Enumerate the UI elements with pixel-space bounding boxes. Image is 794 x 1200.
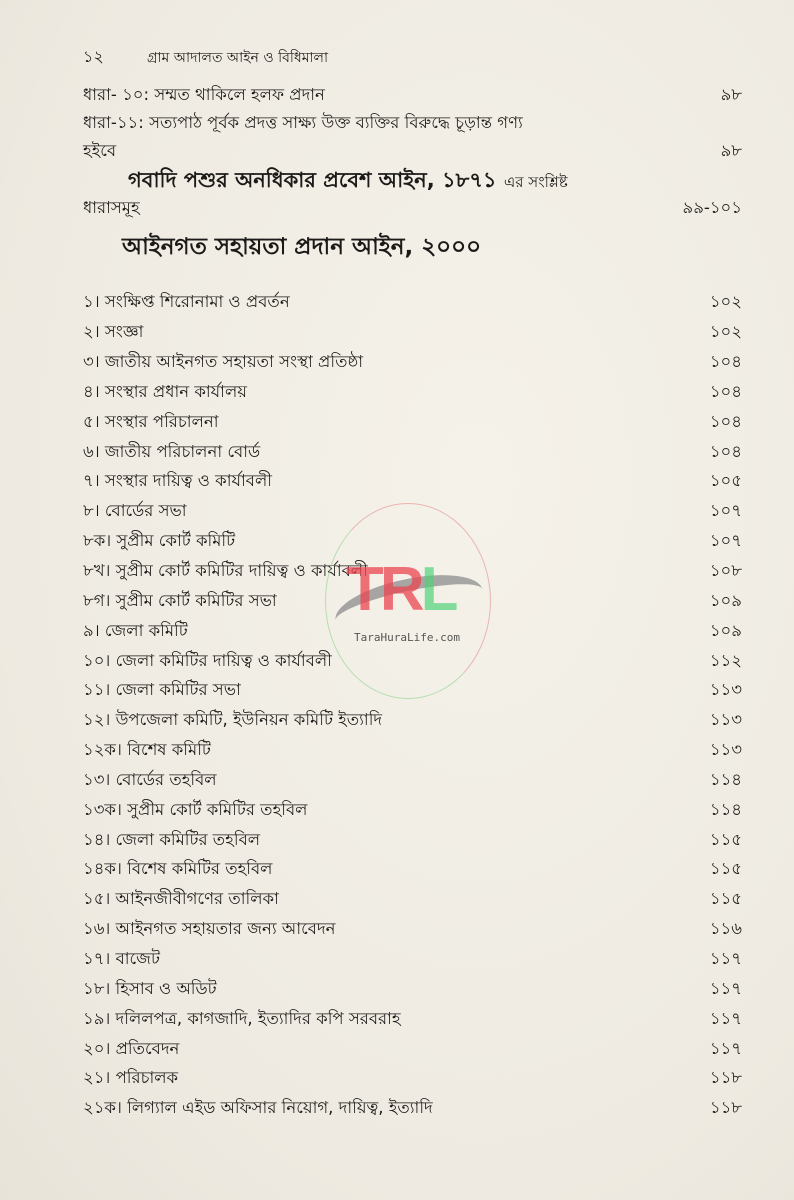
entry-label: ১৬। আইনগত সহায়তার জন্য আবেদন: [83, 919, 336, 939]
entry-label: ১৮। হিসাব ও অডিট: [83, 978, 217, 998]
toc-entry: [83, 1004, 742, 1034]
entry-label: ১৯। দলিলপত্র, কাগজাদি, ইত্যাদির কপি সরবরাহ: [83, 1008, 401, 1028]
entry-page: ১০৯: [709, 620, 742, 640]
entry-label: ২০। প্রতিবেদন: [83, 1038, 180, 1058]
entry-page: ১১২: [709, 650, 742, 670]
toc-entry: [83, 378, 742, 408]
entry-page: ১১৫: [709, 829, 742, 849]
entry-page: ১১৮: [709, 1068, 742, 1088]
toc-entry: [83, 616, 742, 646]
entry-label: ১৩। বোর্ডের তহবিল: [83, 769, 217, 789]
entry-page: ১০৪: [709, 352, 742, 372]
entry-page: ১১৭: [709, 948, 742, 968]
toc-entry: [83, 288, 742, 318]
section-heading: [128, 164, 568, 199]
entry-page: ১১৭: [709, 1038, 742, 1058]
entry-page: ১১৭: [709, 1008, 742, 1028]
entry-page: ৯৮: [720, 141, 742, 160]
toc-entry: [83, 1034, 742, 1064]
entry-label: ২। সংজ্ঞা: [83, 322, 144, 342]
entry-label: ১। সংক্ষিপ্ত শিরোনামা ও প্রবর্তন: [83, 292, 290, 312]
entry-page: ১১৮: [709, 1098, 742, 1118]
toc-entry: [83, 318, 742, 348]
entry-label: ৮। বোর্ডের সভা: [83, 501, 187, 521]
entry-label: ৮খ। সুপ্রীম কোর্ট কমিটির দায়িত্ব ও কার্যাবলী: [83, 561, 368, 581]
toc-entry: [83, 646, 742, 676]
toc-entry: [83, 915, 742, 945]
entry-page: ১০৭: [709, 531, 742, 551]
toc-entry: [83, 855, 742, 885]
running-header: [83, 44, 328, 71]
entry-label: ১২। উপজেলা কমিটি, ইউনিয়ন কমিটি ইত্যাদি: [83, 710, 383, 730]
entry-page: ১০৪: [709, 441, 742, 461]
toc-entry: [83, 497, 742, 527]
entry-label: হইবে: [83, 141, 117, 160]
toc-entry: [83, 1064, 742, 1094]
entry-label: ৮গ। সুপ্রীম কোর্ট কমিটির সভা: [83, 590, 277, 610]
entry-label: ধারাসমূহ: [83, 198, 140, 217]
toc-entry: [83, 138, 742, 165]
toc-entry: [83, 557, 742, 587]
page-number: ১২: [83, 47, 104, 66]
running-title: গ্রাম আদালত আইন ও বিধিমালা: [147, 50, 329, 66]
entry-page: ১০৮: [709, 561, 742, 581]
entry-page: ১১৩: [709, 740, 742, 760]
entry-label: ধারা- ১০: সম্মত থাকিলে হলফ প্রদান: [83, 85, 325, 104]
toc-list: [83, 288, 742, 1124]
entry-page: ১০৫: [709, 471, 742, 491]
entry-page: ১০৪: [709, 381, 742, 401]
entry-page: ১১৩: [709, 710, 742, 730]
entry-label: ১৫। আইনজীবীগণের তালিকা: [83, 889, 279, 909]
entry-label: ৪। সংস্থার প্রধান কার্যালয়: [83, 381, 247, 401]
toc-entry: [83, 348, 742, 378]
entry-label: ৬। জাতীয় পরিচালনা বোর্ড: [83, 441, 261, 461]
entry-page: ১০৭: [709, 501, 742, 521]
entry-label: ধারা-১১: সত্যপাঠ পূর্বক প্রদত্ত সাক্ষ্য উক্ত ব্যক্তির বিরুদ্ধে চূড়ান্ত গণ্য: [83, 113, 523, 132]
entry-label: ২১ক। লিগ্যাল এইড অফিসার নিয়োগ, দায়িত্ব, ইত্যাদি: [83, 1098, 433, 1118]
entry-page: ১১৪: [709, 769, 742, 789]
entry-page: ১১৭: [709, 978, 742, 998]
toc-entry: [83, 676, 742, 706]
toc-entry: [83, 527, 742, 557]
entry-page: ১০২: [709, 292, 742, 312]
entry-page: ১০৪: [709, 411, 742, 431]
entry-label: ৯। জেলা কমিটি: [83, 620, 188, 640]
toc-entry: [83, 586, 742, 616]
toc-entry: [83, 974, 742, 1004]
entry-page: ৯৮: [720, 85, 742, 104]
entry-page: ১১৩: [709, 680, 742, 700]
toc-entry: [83, 736, 742, 766]
entry-label: ১৪। জেলা কমিটির তহবিল: [83, 829, 261, 849]
toc-entry: [83, 1094, 742, 1124]
entry-page: ১১৬: [709, 919, 742, 939]
entry-page: ১১৪: [709, 799, 742, 819]
entry-label: ৭। সংস্থার দায়িত্ব ও কার্যাবলী: [83, 471, 272, 491]
entry-label: ১৪ক। বিশেষ কমিটির তহবিল: [83, 859, 273, 879]
toc-entry: [83, 945, 742, 975]
watermark-letters: TRL: [346, 555, 455, 624]
section-heading-suffix: এর সংশ্লিষ্ট: [503, 173, 568, 191]
toc-entry: [83, 407, 742, 437]
entry-page: ১১৫: [709, 889, 742, 909]
toc-entry: [83, 706, 742, 736]
entry-page: ১০৯: [709, 590, 742, 610]
toc-entry: [83, 82, 742, 109]
entry-label: ৮ক। সুপ্রীম কোর্ট কমিটি: [83, 531, 236, 551]
entry-label: ১০। জেলা কমিটির দায়িত্ব ও কার্যাবলী: [83, 650, 332, 670]
toc-entry: [83, 795, 742, 825]
entry-label: ১২ক। বিশেষ কমিটি: [83, 740, 211, 760]
entry-label: ২১। পরিচালক: [83, 1068, 179, 1088]
toc-entry: [83, 766, 742, 796]
watermark-url: TaraHuraLife.com: [354, 631, 460, 644]
entry-page: ১০২: [709, 322, 742, 342]
toc-entry: [83, 437, 742, 467]
toc-entry: [83, 195, 742, 222]
entry-page: ১১৫: [709, 859, 742, 879]
toc-entry: [83, 110, 742, 137]
entry-label: ১১। জেলা কমিটির সভা: [83, 680, 241, 700]
entry-label: ৩। জাতীয় আইনগত সহায়তা সংস্থা প্রতিষ্ঠা: [83, 352, 363, 372]
toc-entry: [83, 467, 742, 497]
entry-label: ১৩ক। সুপ্রীম কোর্ট কমিটির তহবিল: [83, 799, 308, 819]
entry-page: ৯৯-১০১: [682, 198, 742, 217]
section-heading-text: গবাদি পশুর অনধিকার প্রবেশ আইন, ১৮৭১: [128, 168, 497, 192]
toc-entry: [83, 885, 742, 915]
section-heading: আইনগত সহায়তা প্রদান আইন, ২০০০: [122, 234, 482, 260]
entry-label: ১৭। বাজেট: [83, 948, 160, 968]
toc-entry: [83, 825, 742, 855]
entry-label: ৫। সংস্থার পরিচালনা: [83, 411, 219, 431]
